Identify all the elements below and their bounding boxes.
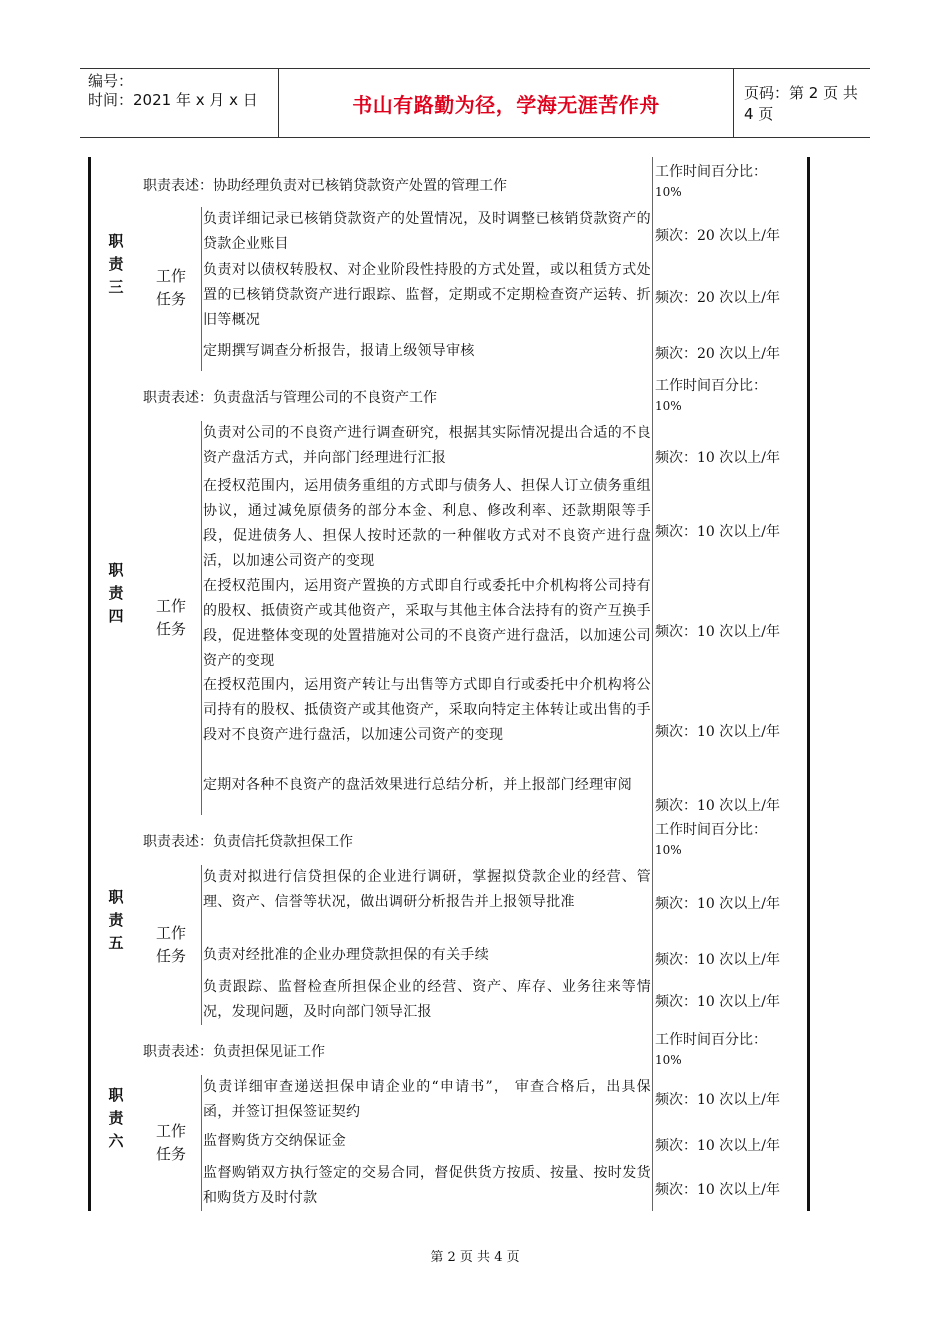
task-text: 在授权范围内，运用资产转让与出售等方式即自行或委托中介机构将公司持有的股权、抵债资产或其他资产，采取向特定主体转让或出售的手段对不良资产进行盘活，以加速公司资产的变现 [203,677,651,743]
duty-description: 职责表述：负责信托贷款担保工作 [143,834,353,850]
task-divider [201,1075,202,1211]
duty-label: 职责六 [108,1085,124,1150]
motto: 书山有路勤为径，学海无涯苦作舟 [352,92,660,117]
duty-description: 职责表述：协助经理负责对已核销贷款资产处置的管理工作 [143,178,507,194]
task-text: 负责详细审查递送担保申请企业的“申请书”， 审查合格后，出具保函，并签订担保签证契约 [203,1079,651,1120]
task-text: 定期对各种不良资产的盘活效果进行总结分析，并上报部门经理审阅 [203,777,632,793]
duty-table [88,157,810,1211]
task-text: 负责对经批准的企业办理贷款担保的有关手续 [203,947,489,963]
time-percent: 工作时间百分比： 10% [655,1032,767,1067]
task-frequency: 频次：10 次以上/年 [655,1138,780,1154]
duty-section [91,371,807,815]
work-tasks-label: 工作任务 [155,924,186,965]
task-frequency: 频次：10 次以上/年 [655,1182,780,1198]
time-percent: 工作时间百分比： 10% [655,378,767,413]
task-frequency: 频次：10 次以上/年 [655,952,780,968]
task-frequency: 频次：10 次以上/年 [655,1092,780,1108]
task-text: 在授权范围内，运用资产置换的方式即自行或委托中介机构将公司持有的股权、抵债资产或其他资产，采取与其他主体合法持有的资产互换手段，促进整体变现的处置措施对公司的不良资产进行盘活，以加速公司资产的变现 [203,578,651,669]
task-frequency: 频次：20 次以上/年 [655,290,780,306]
page-header [80,68,870,138]
header-left [80,69,278,137]
duty-label: 职责五 [108,887,124,952]
duty-description: 职责表述：负责担保见证工作 [143,1044,325,1060]
task-text: 负责详细记录已核销贷款资产的处置情况，及时调整已核销贷款资产的贷款企业账目 [203,211,651,252]
task-divider [201,421,202,815]
task-frequency: 频次：20 次以上/年 [655,346,780,362]
task-frequency: 频次：10 次以上/年 [655,624,780,640]
header-motto-cell [278,69,734,137]
code-label: 编号： [88,72,134,90]
duty-section [91,1025,807,1211]
task-text: 监督购销双方执行签定的交易合同，督促供货方按质、按量、按时发货和购货方及时付款 [203,1165,651,1206]
time-percent: 工作时间百分比： 10% [655,164,767,199]
duty-description: 职责表述：负责盘活与管理公司的不良资产工作 [143,390,437,406]
task-frequency: 频次：20 次以上/年 [655,228,780,244]
task-frequency: 频次：10 次以上/年 [655,524,780,540]
task-divider [201,865,202,1025]
date-label: 时间：2021 年 x 月 x 日 [88,91,258,109]
task-text: 负责对公司的不良资产进行调查研究，根据其实际情况提出合适的不良资产盘活方式，并向部门经理进行汇报 [203,425,651,466]
page-label: 页码：第 2 页 共 4 页 [744,84,858,123]
duty-section [91,815,807,1025]
header-page-cell [734,69,870,137]
task-text: 定期撰写调查分析报告，报请上级领导审核 [203,343,475,359]
page-footer: 第 2 页 共 4 页 [430,1250,520,1265]
duty-label: 职责四 [108,560,124,625]
task-text: 负责跟踪、监督检查所担保企业的经营、资产、库存、业务往来等情况，发现问题，及时向部门领导汇报 [203,979,651,1020]
task-frequency: 频次：10 次以上/年 [655,724,780,740]
task-text: 负责对以债权转股权、对企业阶段性持股的方式处置，或以租赁方式处置的已核销贷款资产进行跟踪、监督，定期或不定期检查资产运转、折旧等概况 [203,262,651,328]
task-frequency: 频次：10 次以上/年 [655,896,780,912]
duty-section [91,157,807,371]
work-tasks-label: 工作任务 [155,1122,186,1163]
task-text: 监督购货方交纳保证金 [203,1133,346,1149]
time-percent: 工作时间百分比： 10% [655,822,767,857]
work-tasks-label: 工作任务 [155,267,186,308]
task-text: 在授权范围内，运用债务重组的方式即与债务人、担保人订立债务重组协议，通过减免原债务的部分本金、利息、修改利率、还款期限等手段，促进债务人、担保人按时还款的一种催收方式对不良资产进行盘活，以加速公司资产的变现 [203,478,651,569]
task-frequency: 频次：10 次以上/年 [655,994,780,1010]
work-tasks-label: 工作任务 [155,597,186,638]
task-frequency: 频次：10 次以上/年 [655,450,780,466]
task-frequency: 频次：10 次以上/年 [655,798,780,814]
duty-label: 职责三 [108,231,124,296]
task-divider [201,207,202,371]
task-text: 负责对拟进行信贷担保的企业进行调研，掌握拟贷款企业的经营、管理、资产、信誉等状况，做出调研分析报告并上报领导批准 [203,869,651,910]
